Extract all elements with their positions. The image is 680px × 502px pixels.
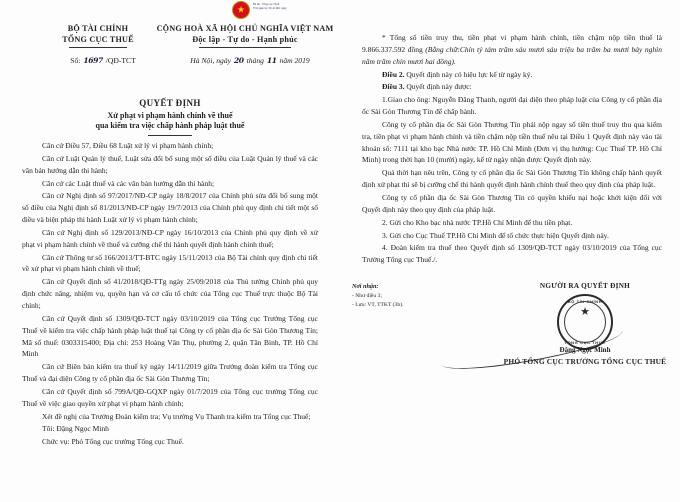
legal-basis-item: Căn cứ Nghị định số 129/2013/NĐ-CP ngày 16/10/2013 của Chính phủ quy định về xử phạt vi phạm hành chính về thuế và cưỡng chế thi hành quyết định hành chính thuế; [22, 227, 318, 249]
issuer-position-line: Chức vụ: Phó Tổng cục trưởng Tổng cục Thuế. [42, 437, 184, 447]
legal-basis-item: Căn cứ Luật Quản lý thuế, Luật sửa đổi bổ sung một số điều của Luật Quản lý thuế và các văn bản hướng dẫn thi hành; [22, 153, 318, 175]
article-2-text: Quyết định này có hiệu lực kể từ ngày ký. [404, 69, 533, 79]
signer-block [498, 282, 672, 366]
total-amount-paragraph [362, 32, 662, 68]
number-handwritten-value: 1697 [83, 56, 103, 65]
page-2-scan-surface [340, 0, 680, 502]
enforcement-paragraph: Quá thời hạn nêu trên, Công ty cổ phần địa ốc Sài Gòn Thương Tín không chấp hành quyết định xử phạt thì sẽ bị cưỡng chế thi hành quyết định hành chính thuế theo quy định của pháp luật. [362, 168, 662, 190]
recipients-block [352, 282, 487, 311]
article-3-label: Điều 3. [382, 82, 405, 92]
issue-date-line [160, 56, 340, 65]
legal-basis-item: Căn cứ Thông tư số 166/2013/TT-BTC ngày 15/11/2013 của Bộ Tài chính quy định chi tiết về xử phạt vi phạm hành chính về thuế; [22, 252, 318, 274]
appeal-rights-paragraph: Công ty cổ phần địa ốc Sài Gòn Thương Tín có quyền khiếu nại hoặc khởi kiện đối với Quyết định này theo quy định của pháp luật. [362, 192, 662, 214]
seal-bottom-text: TỔNG CỤC THUẾ [564, 340, 606, 345]
agency-name: TỔNG CỤC THUẾ [62, 35, 134, 44]
document-number-line [28, 56, 178, 65]
legal-basis-paragraphs [22, 140, 318, 449]
signer-title: PHÓ TỔNG CỤC TRƯỞNG TỔNG CỤC THUẾ [503, 357, 667, 366]
document-title: QUYẾT ĐỊNH [139, 98, 201, 108]
decision-articles [362, 32, 662, 267]
total-amount-in-words: (Bằng chữ:Chín tỷ tám trăm sáu mươi sáu triệu ba trăm ba mươi bảy nghìn năm trăm chín mươi hai đồng). [362, 44, 663, 66]
seal-top-text: BỘ TÀI CHÍNH [567, 299, 603, 304]
date-month-word: tháng [246, 56, 264, 65]
article-3-item-2: 2. Gửi cho Kho bạc nhà nước TP.Hồ Chí Minh để thu tiền phạt. [382, 217, 573, 227]
ministry-name: BỘ TÀI CHÍNH [67, 24, 129, 33]
total-amount-text: * Tổng số tiền truy thu, tiền phạt vi phạm hành chính, tiền chậm nộp tiền thuế là 9.866.337.592 đồng [362, 33, 662, 54]
digital-signature-stamp [232, 1, 287, 19]
article-3-paragraph [362, 81, 662, 93]
legal-basis-item: Căn cứ Điều 57, Điều 68 Luật xử lý vi phạm hành chính; [42, 141, 214, 150]
signer-role-heading: NGƯỜI RA QUYẾT ĐỊNH [539, 282, 631, 290]
article-3-item-1: 1.Giao cho ông: Nguyễn Đăng Thanh, người đại diện theo pháp luật của Công ty cổ phần địa ốc Sài Gòn Thương Tín để chấp hành. [362, 95, 662, 117]
number-prefix: Số: [70, 56, 81, 65]
document-subtitle-line-1: Xử phạt vi phạm hành chính về thuế [107, 111, 233, 120]
legal-basis-item: Căn cứ Quyết định số 799A/QĐ-GQXP ngày 01/7/2019 của Tổng cục trưởng Tổng cục Thuế về việc giao quyền xử phạt vi phạm hành chính; [22, 386, 318, 408]
national-heading-block [150, 24, 340, 48]
date-month-handwritten: 11 [266, 56, 277, 65]
document-subtitle-line-2: qua kiểm tra việc chấp hành pháp luật thuế [95, 121, 245, 130]
date-day-handwritten: 20 [233, 56, 244, 65]
date-prefix: Hà Nội, ngày [190, 56, 232, 65]
article-2-label: Điều 2. [382, 69, 405, 79]
legal-basis-item: Căn cứ Biên bản kiểm tra thuế ký ngày 14/11/2019 giữa Trưởng đoàn kiểm tra Tổng cục Thuế và đại diện Công ty cổ phần địa ốc Sài Gòn Thương Tín; [22, 362, 318, 384]
date-year: năm 2019 [279, 56, 310, 65]
signature-caption-line-2: Thời gian ký: 20-11 đến ngày [253, 6, 287, 10]
legal-basis-item: Căn cứ Quyết định số 1309/QĐ-TCT ngày 03/10/2019 của Tổng cục Trưởng Tổng cục Thuế về kiểm tra việc chấp hành pháp luật thuế tại Công ty cổ phần địa ốc Sài Gòn Thương Tín; Mã số thuế: 0303315400; Địa chỉ: 253 Hoàng Văn Thụ, phường 2, quận Tân Bình, TP. Hồ Chí Minh [22, 313, 318, 359]
national-emblem-icon [232, 1, 250, 19]
recipient-item: - Lưu: VT, TTKT (3b). [352, 302, 404, 309]
seal-and-signature-area [498, 290, 672, 352]
title-divider [148, 135, 192, 136]
country-name: CỘNG HOÀ XÃ HỘI CHỦ NGHĨA VIỆT NAM [156, 24, 334, 33]
issuing-agency-block [28, 24, 168, 48]
recipient-item: - Như điều 3; [352, 293, 382, 300]
signer-name: Đặng Ngọc Minh [559, 346, 611, 354]
number-suffix: /QĐ-TCT [105, 56, 136, 65]
legal-basis-item: Căn cứ Nghị định số 97/2017/NĐ-CP ngày 18/8/2017 của Chính phủ sửa đổi bổ sung một số điều của Nghị định số 81/2013/NĐ-CP ngày 19/7/2013 của Chính phủ quy định chi tiết một số điều và biện pháp thi hành Luật xử lý vi phạm hành chính; [22, 191, 318, 225]
article-3-item-4: 4. Đoàn kiểm tra thuế theo Quyết định số 1309/QĐ-TCT ngày 03/10/2019 của Tổng cục Trưởng Tổng cục Thuế./. [362, 243, 662, 265]
agency-divider [69, 47, 127, 48]
digital-signature-caption [253, 1, 287, 11]
signature-caption-line-1: Bộ tài - Tổng cục Thuế [253, 3, 280, 6]
recipients-heading: Nơi nhận: [352, 283, 379, 290]
motto-divider [199, 47, 291, 48]
payment-instruction-paragraph: Công ty cổ phần địa ốc Sài Gòn Thương Tín phải nộp ngay số tiền thuế truy thu qua kiểm tra, tiền phạt vi phạm hành chính và tiền chậm nộp tiền thuế nêu tại Điều 1 Quyết định này vào tài khoản số: 7111 tại kho bạc Nhà nước TP. Hồ Chí Minh (Đơn vị thụ hưởng: Cục Thuế TP. Hồ Chí Minh) trong thời hạn 10 (mười) ngày, kể từ ngày nhận được Quyết định này. [362, 119, 662, 165]
national-motto: Độc lập - Tự do - Hạnh phúc [192, 35, 298, 44]
article-3-text: Quyết định này được: [404, 82, 472, 92]
article-2-paragraph [362, 69, 662, 81]
document-page-2 [340, 0, 680, 502]
legal-basis-item: Căn cứ Quyết định số 41/2018/QĐ-TTg ngày 25/09/2018 của Thủ tướng Chính phủ quy định chức năng, nhiệm vụ, quyền hạn và cơ cấu tổ chức của Tổng cục Thuế trực thuộc Bộ Tài chính; [22, 277, 318, 310]
document-title-block [20, 98, 320, 136]
article-3-item-3: 3. Gửi cho Cục Thuế TP.Hồ Chí Minh để tổ chức thực hiện Quyết định này. [382, 230, 609, 240]
issuer-name-line: Tôi: Đặng Ngọc Minh [42, 424, 109, 434]
signature-section [348, 282, 672, 402]
legal-basis-item: Căn cứ các Luật thuế và các văn bản hướng dẫn thi hành; [42, 178, 215, 188]
legal-basis-item: Xét đề nghị của Trưởng Đoàn kiểm tra; Vụ trưởng Vụ Thanh tra kiểm tra Tổng cục Thuế; [42, 411, 311, 421]
seal-star-icon: ★ [580, 306, 590, 318]
